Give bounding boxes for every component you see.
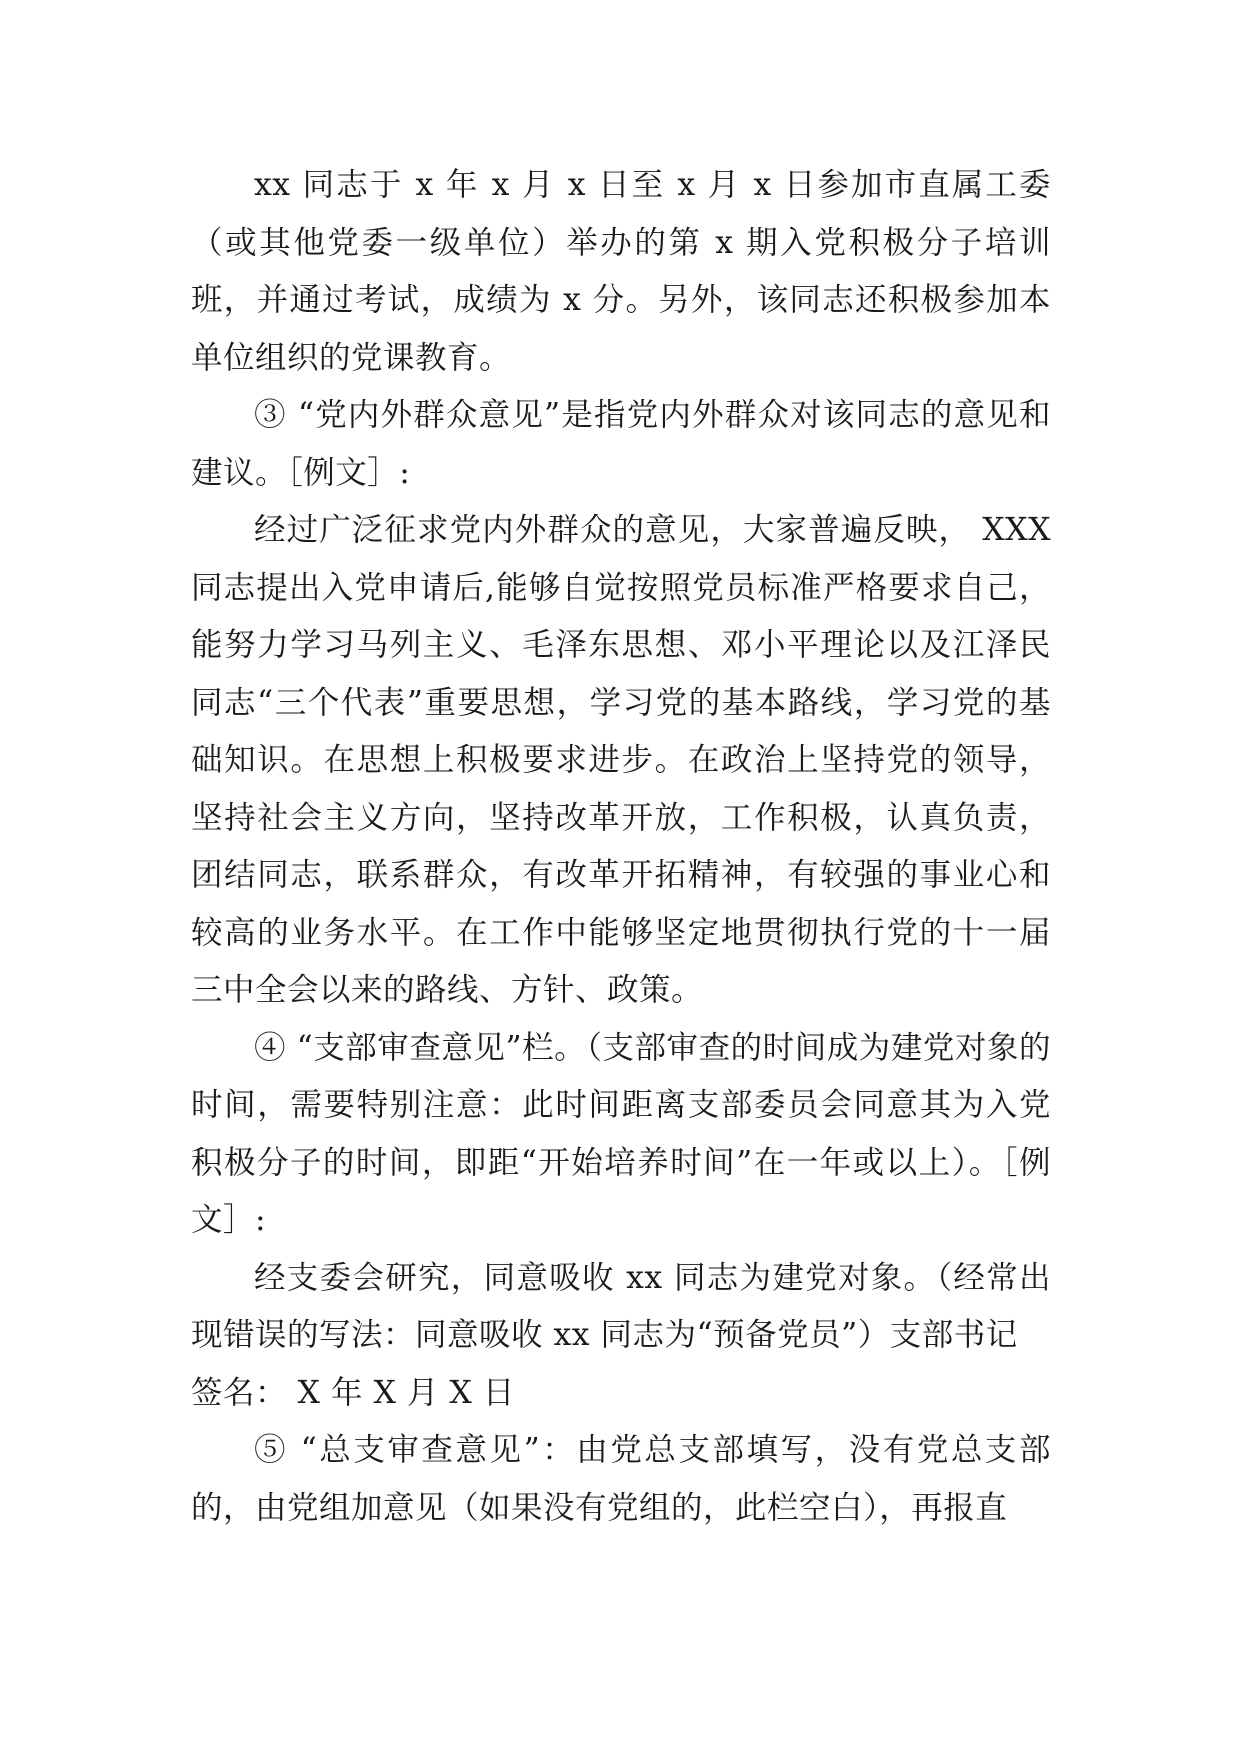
document-body bbox=[191, 157, 1051, 1537]
paragraph-branch-review-example: 经支委会研究，同意吸收 xx 同志为建党对象。（经常出现错误的写法：同意吸收 xx 同志为“预备党员”）支部书记 bbox=[191, 1259, 1051, 1353]
paragraph-mass-opinion-example: 经过广泛征求党内外群众的意见，大家普遍反映， XXX 同志提出入党申请后,能够自觉按照党员标准严格要求自己，能努力学习马列主义、毛泽东思想、邓小平理论以及江泽民同志“三个代表”重要思想，学习党的基本路线，学习党的基础知识。在思想上积极要求进步。在政治上坚持党的领导，坚持社会主义方向，坚持改革开放，工作积极，认真负责，团结同志，联系群众，有改革开拓精神，有较强的事业心和较高的业务水平。在工作中能够坚定地贯彻执行党的十一届三中全会以来的路线、方针、政策。 bbox=[191, 512, 1051, 1008]
paragraph-branch-review-heading: ④ “支部审查意见”栏。（支部审查的时间成为建党对象的时间，需要特别注意：此时间距离支部委员会同意其为入党积极分子的时间，即距“开始培养时间”在一年或以上）。［例文］: bbox=[191, 1029, 1051, 1238]
paragraph-training: xx 同志于 x 年 x 月 x 日至 x 月 x 日参加市直属工委（或其他党委一级单位）举办的第 x 期入党积极分子培训班，并通过考试，成绩为 x 分。另外，该同志还积极参加本单位组织的党课教育。 bbox=[191, 167, 1051, 376]
signature-date-line: 签名： X 年 X 月 X 日 bbox=[191, 1374, 515, 1411]
paragraph-mass-opinion-heading: ③ “党内外群众意见”是指党内外群众对该同志的意见和建议。［例文］: bbox=[191, 397, 1051, 491]
paragraph-general-branch-heading: ⑤ “总支审查意见”：由党总支部填写，没有党总支部的，由党组加意见（如果没有党组的，此栏空白），再报直 bbox=[191, 1432, 1051, 1526]
